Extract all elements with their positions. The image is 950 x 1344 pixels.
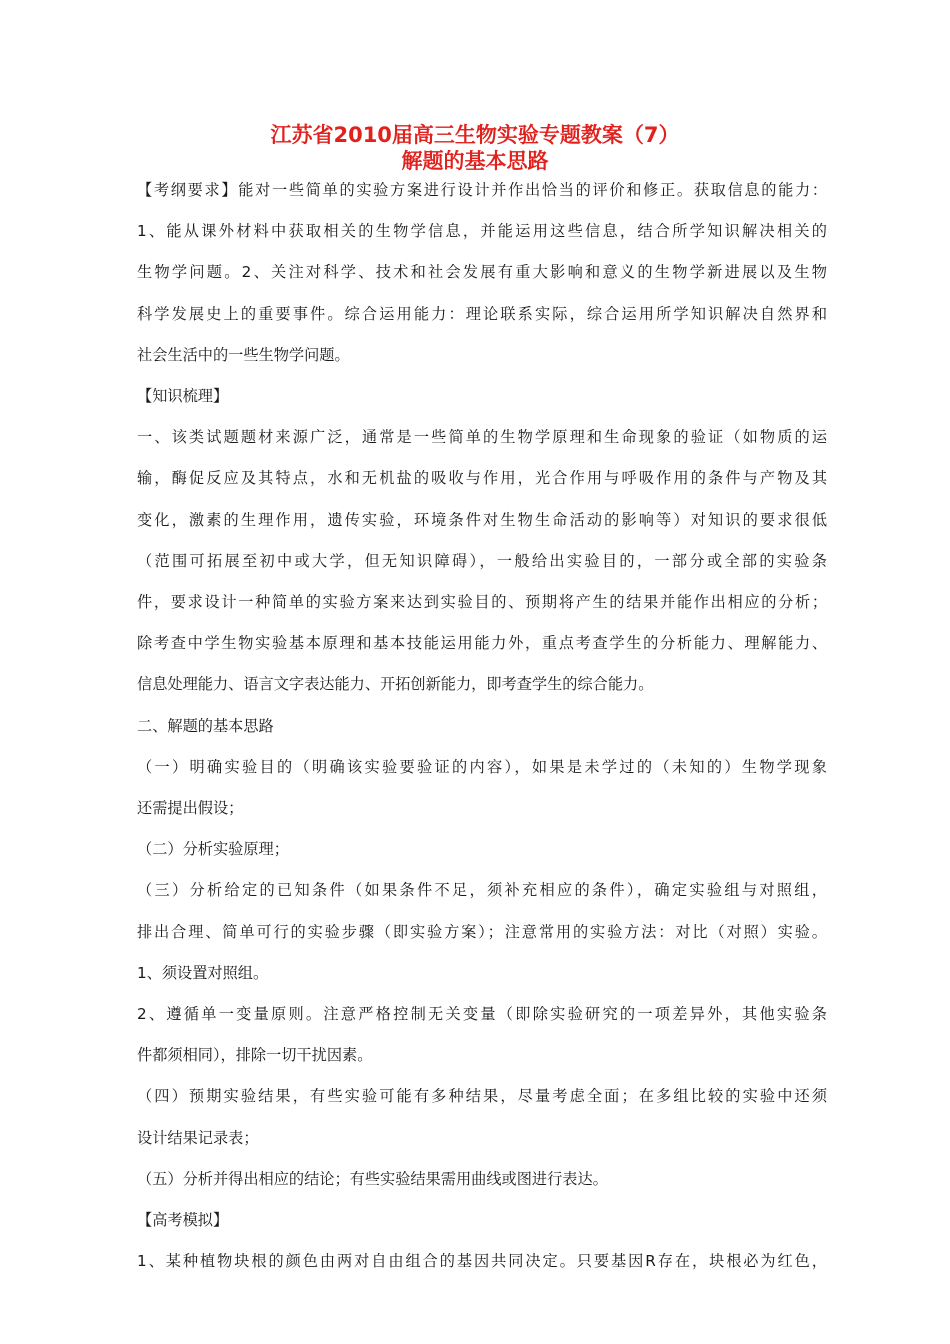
text-line: 1、某种植物块根的颜色由两对自由组合的基因共同决定。只要基因R存在，块根必为红色，: [137, 1252, 827, 1271]
text-line: 输，酶促反应及其特点，水和无机盐的吸收与作用，光合作用与呼吸作用的条件与产物及其: [137, 469, 827, 488]
text-line: （三）分析给定的已知条件（如果条件不足，须补充相应的条件），确定实验组与对照组，: [137, 881, 827, 900]
text-line: 还需提出假设；: [137, 799, 244, 818]
document-title: 江苏省2010届高三生物实验专题教案（7）: [270, 123, 680, 147]
section-heading: 【高考模拟】: [137, 1211, 229, 1230]
text-line: 1、须设置对照组。: [137, 963, 269, 982]
text-line: 一、该类试题题材来源广泛，通常是一些简单的生物学原理和生命现象的验证（如物质的运: [137, 428, 827, 447]
section-heading: 【知识梳理】: [137, 387, 229, 406]
text-line: 件都须相同），排除一切干扰因素。: [137, 1046, 373, 1065]
text-line: 科学发展史上的重要事件。综合运用能力：理论联系实际，综合运用所学知识解决自然界和: [137, 304, 827, 323]
text-line: （二）分析实验原理；: [137, 840, 289, 859]
text-line: 社会生活中的一些生物学问题。: [137, 345, 350, 364]
document-subtitle: 解题的基本思路: [401, 149, 549, 173]
text-line: （范围可拓展至初中或大学，但无知识障碍），一般给出实验目的，一部分或全部的实验条: [137, 551, 827, 570]
text-line: 件，要求设计一种简单的实验方案来达到实验目的、预期将产生的结果并能作出相应的分析；: [137, 593, 827, 612]
text-line: 信息处理能力、语言文字表达能力、开拓创新能力，即考查学生的综合能力。: [137, 675, 654, 694]
section-heading: 二、解题的基本思路: [137, 716, 274, 735]
text-line: 【考纲要求】能对一些简单的实验方案进行设计并作出恰当的评价和修正。获取信息的能力：: [137, 181, 827, 199]
document-body: [137, 170, 827, 1282]
text-line: （四）预期实验结果，有些实验可能有多种结果，尽量考虑全面；在多组比较的实验中还须: [137, 1087, 827, 1106]
text-line: 除考查中学生物实验基本原理和基本技能运用能力外，重点考查学生的分析能力、理解能力、: [137, 634, 827, 653]
text-line: 设计结果记录表；: [137, 1128, 259, 1147]
text-line: 1、能从课外材料中获取相关的生物学信息，并能运用这些信息，结合所学知识解决相关的: [137, 222, 827, 241]
text-line: 变化，激素的生理作用，遗传实验，环境条件对生物生命活动的影响等）对知识的要求很低: [137, 510, 827, 529]
text-line: （一）明确实验目的（明确该实验要验证的内容），如果是未学过的（未知的）生物学现象: [137, 757, 827, 776]
text-line: 排出合理、简单可行的实验步骤（即实验方案）；注意常用的实验方法：对比（对照）实验。: [137, 922, 827, 941]
text-line: 生物学问题。2、关注对科学、技术和社会发展有重大影响和意义的生物学新进展以及生物: [137, 263, 827, 282]
text-line: 2、遵循单一变量原则。注意严格控制无关变量（即除实验研究的一项差异外，其他实验条: [137, 1005, 827, 1024]
text-line: （五）分析并得出相应的结论；有些实验结果需用曲线或图进行表达。: [137, 1169, 608, 1188]
